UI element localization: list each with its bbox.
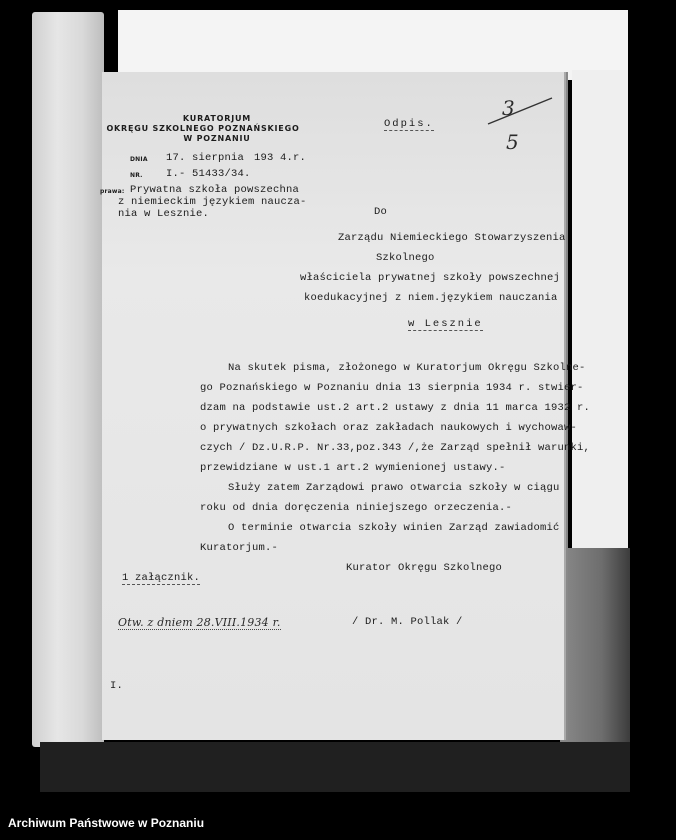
letterhead-line-1: KURATORJUM bbox=[182, 114, 252, 123]
addressee-to: Do bbox=[374, 206, 388, 218]
folio-strike-mark bbox=[486, 94, 556, 134]
case-number: I.- 51433/34. bbox=[166, 168, 251, 180]
body-line: go Poznańskiego w Poznaniu dnia 13 sierpnia 1934 r. stwier- bbox=[200, 382, 584, 394]
body-line: Kuratorjum.- bbox=[200, 542, 279, 554]
subject-line: z niemieckim językiem naucza- bbox=[118, 196, 307, 208]
body-line: przewidziane w ust.1 art.2 wymienionej ustawy.- bbox=[200, 462, 506, 474]
archive-caption: Archiwum Państwowe w Poznaniu bbox=[8, 816, 205, 830]
body-line: dzam na podstawie ust.2 art.2 ustawy z dnia 11 marca 1932 r. bbox=[200, 402, 591, 414]
handwritten-note: Otw. z dniem 28.VIII.1934 r. bbox=[118, 616, 281, 629]
body-line: roku od dnia doręczenia niniejszego orzeczenia.- bbox=[200, 502, 513, 514]
back-page bbox=[118, 10, 628, 80]
body-line: O terminie otwarcia szkoły winien Zarząd zawiadomić bbox=[228, 522, 560, 534]
copy-label: Odpis. bbox=[384, 118, 434, 130]
signature-name: / Dr. M. Pollak / bbox=[352, 616, 463, 628]
addressee-line: Szkolnego bbox=[376, 252, 435, 264]
body-line: o prywatnych szkołach oraz zakładach naukowych i wychowaw- bbox=[200, 422, 578, 434]
body-line: czych / Dz.U.R.P. Nr.33,poz.343 /,że Zarząd spełnił warunki, bbox=[200, 442, 591, 454]
addressee-line: koedukacyjnej z niem.językiem nauczania bbox=[304, 292, 558, 304]
signature-title: Kurator Okręgu Szkolnego bbox=[346, 562, 503, 574]
number-prefix: NR. bbox=[130, 172, 143, 179]
addressee-city: w Lesznie bbox=[408, 318, 483, 330]
body-line: Służy zatem Zarządowi prawo otwarcia szkoły w ciągu bbox=[228, 482, 560, 494]
document-page bbox=[100, 72, 591, 740]
attachment-note: 1 załącznik. bbox=[122, 572, 201, 584]
letterhead-line-3: W POZNANIU bbox=[183, 134, 251, 143]
bottom-mark: I. bbox=[110, 680, 124, 692]
date-value: 17. sierpnia bbox=[166, 152, 245, 164]
scan-shadow bbox=[40, 742, 630, 792]
folio-mark: 5 bbox=[506, 130, 519, 154]
addressee-line: Zarządu Niemieckiego Stowarzyszenia bbox=[338, 232, 566, 244]
subject-line: Prywatna szkoła powszechna bbox=[130, 184, 300, 196]
date-prefix: DNIA bbox=[130, 156, 148, 163]
back-page-right bbox=[572, 70, 628, 548]
subject-line: nia w Lesznie. bbox=[118, 208, 210, 220]
body-line: Na skutek pisma, złożonego w Kuratorjum Okręgu Szkolne- bbox=[228, 362, 586, 374]
subject-prefix: prawa: bbox=[100, 188, 125, 195]
addressee-line: właściciela prywatnej szkoły powszechnej bbox=[300, 272, 561, 284]
folio-mark: 3 bbox=[502, 96, 515, 120]
page-stack-edge bbox=[560, 548, 630, 748]
letterhead-line-2: OKRĘGU SZKOLNEGO POZNAŃSKIEGO bbox=[106, 124, 300, 133]
folded-page-edge bbox=[32, 12, 104, 747]
date-year: 193 4.r. bbox=[254, 152, 307, 164]
